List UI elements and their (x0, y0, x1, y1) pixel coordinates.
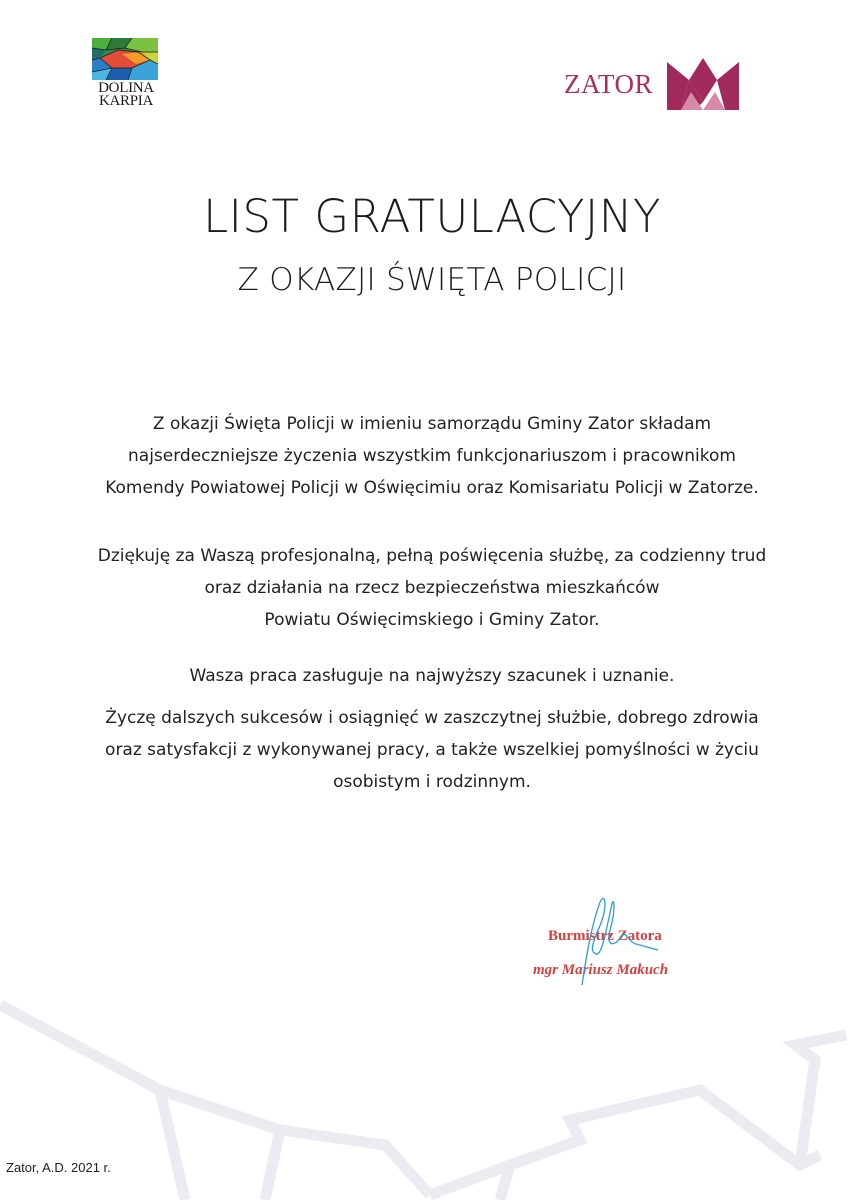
signature-title: Burmistrz Zatora (548, 928, 662, 944)
dolina-karpia-logo (92, 38, 160, 108)
text-line: Dziękuję za Waszą profesjonalną, pełną poświęcenia służbę, za codzienny trud (97, 546, 767, 566)
zator-wordmark: ZATOR (564, 68, 654, 99)
logo-text-karpia: KARPIA (98, 93, 154, 109)
text-line: najserdeczniejsze życzenia wszystkim funkcjonariuszom i pracownikom (128, 446, 736, 466)
text-line: Powiatu Oświęcimskiego i Gminy Zator. (264, 610, 600, 630)
crown-icon (667, 58, 739, 110)
fish-mosaic-icon (92, 38, 158, 80)
background-watermark-lines (0, 960, 864, 1200)
text-line: oraz działania na rzecz bezpieczeństwa mieszkańców (204, 578, 660, 598)
text-line: Wasza praca zasługuje na najwyższy szacunek i uznanie. (189, 666, 675, 686)
logo-text-dolina: DOLINA (98, 80, 154, 96)
zator-logo (564, 58, 739, 110)
text-line: osobistym i rodzinnym. (333, 772, 531, 792)
signature-name: mgr Mariusz Makuch (533, 962, 669, 978)
document-subtitle: Z OKAZJI ŚWIĘTA POLICJI (237, 262, 627, 298)
text-line: Z okazji Święta Policji w imieniu samorządu Gminy Zator składam (152, 414, 712, 434)
paragraph-greetings (60, 408, 804, 504)
paragraph-wishes (60, 702, 804, 798)
text-line: oraz satysfakcji z wykonywanej pracy, a także wszelkiej pomyślności w życiu (105, 740, 759, 760)
paragraph-thanks (60, 540, 804, 636)
handwritten-signature (540, 890, 660, 1000)
text-line: Komendy Powiatowej Policji w Oświęcimiu oraz Komisariatu Policji w Zatorze. (105, 478, 759, 498)
document-date: Zator, A.D. 2021 r. (6, 1160, 111, 1175)
document-title: LIST GRATULACYJNY (203, 190, 661, 243)
paragraph-respect (60, 660, 804, 692)
text-line: Życzę dalszych sukcesów i osiągnięć w zaszczytnej służbie, dobrego zdrowia (105, 708, 759, 728)
